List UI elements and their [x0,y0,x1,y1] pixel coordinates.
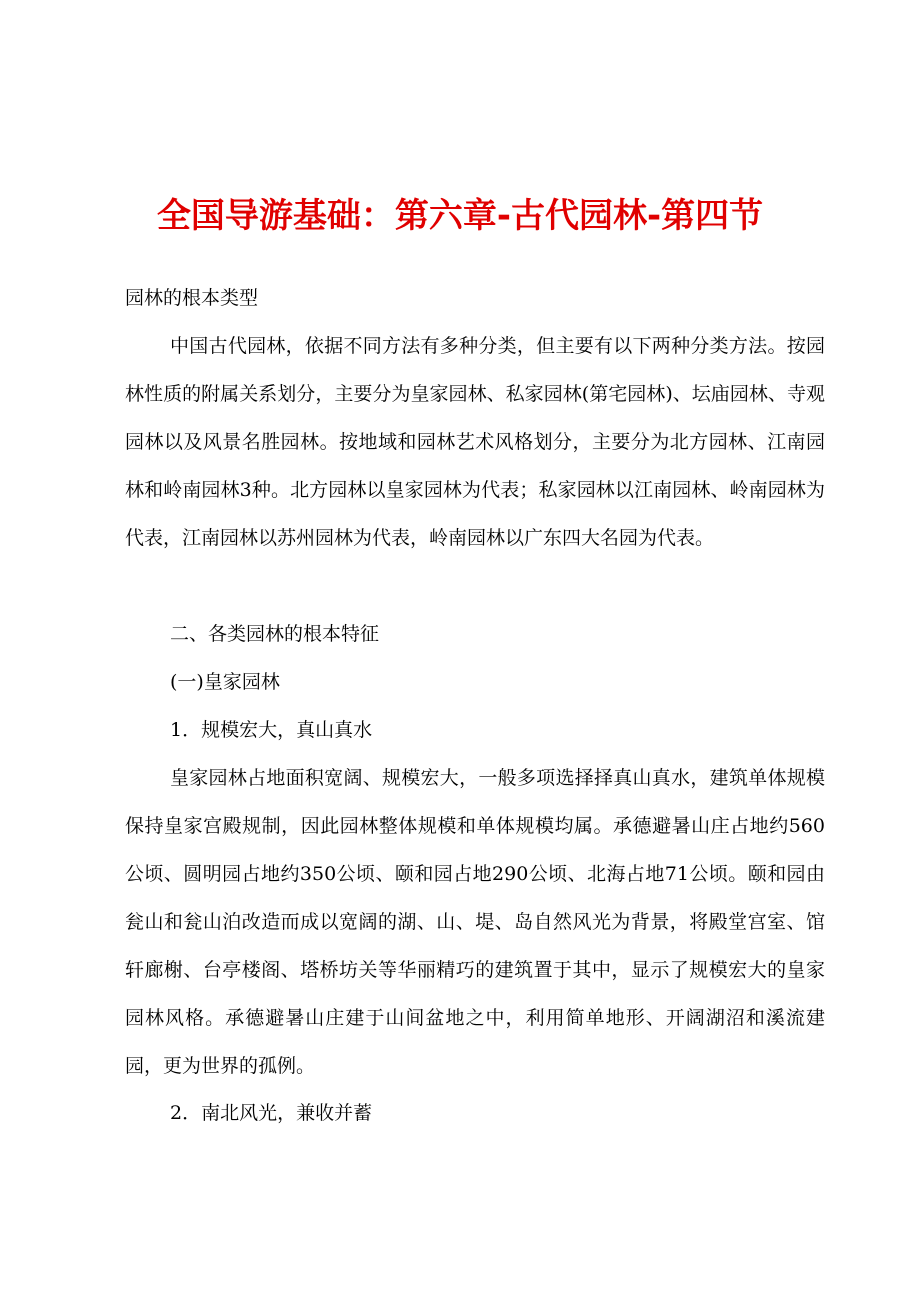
paragraph-royal-gardens: 皇家园林占地面积宽阔、规模宏大，一般多项选择择真山真水，建筑单体规模保持皇家宫殿规制，因此园林整体规模和单体规模均属。承德避暑山庄占地约560公顷、圆明园占地约350公顷、颐和园占地290公顷、北海占地71公顷。颐和园由瓮山和瓮山泊改造而成以宽阔的湖、山、堤、岛自然风光为背景，将殿堂宫室、馆轩廊榭、台亭楼阁、塔桥坊关等华丽精巧的建筑置于其中，显示了规模宏大的皇家园林风格。承德避暑山庄建于山间盆地之中，利用简单地形、开阔湖沼和溪流建园，更为世界的孤例。 [125,767,825,1077]
document-title: 全国导游基础：第六章-古代园林-第四节 [156,196,764,236]
section-label: 园林的根本类型 [125,287,259,309]
paragraph-classification: 中国古代园林，依据不同方法有多种分类，但主要有以下两种分类方法。按园林性质的附属关系划分，主要分为皇家园林、私家园林(第宅园林)、坛庙园林、寺观园林以及风景名胜园林。按地域和园林艺术风格划分，主要分为北方园林、江南园林和岭南园林3种。北方园林以皇家园林为代表；私家园林以江南园林、岭南园林为代表，江南园林以苏州园林为代表，岭南园林以广东四大名园为代表。 [125,335,825,549]
item-scale-heading: 1．规模宏大，真山真水 [170,719,373,741]
heading-features: 二、各类园林的根本特征 [170,623,380,645]
item-scenery-heading: 2．南北风光，兼收并蓄 [170,1102,373,1124]
heading-royal-gardens: (一)皇家园林 [170,671,280,693]
